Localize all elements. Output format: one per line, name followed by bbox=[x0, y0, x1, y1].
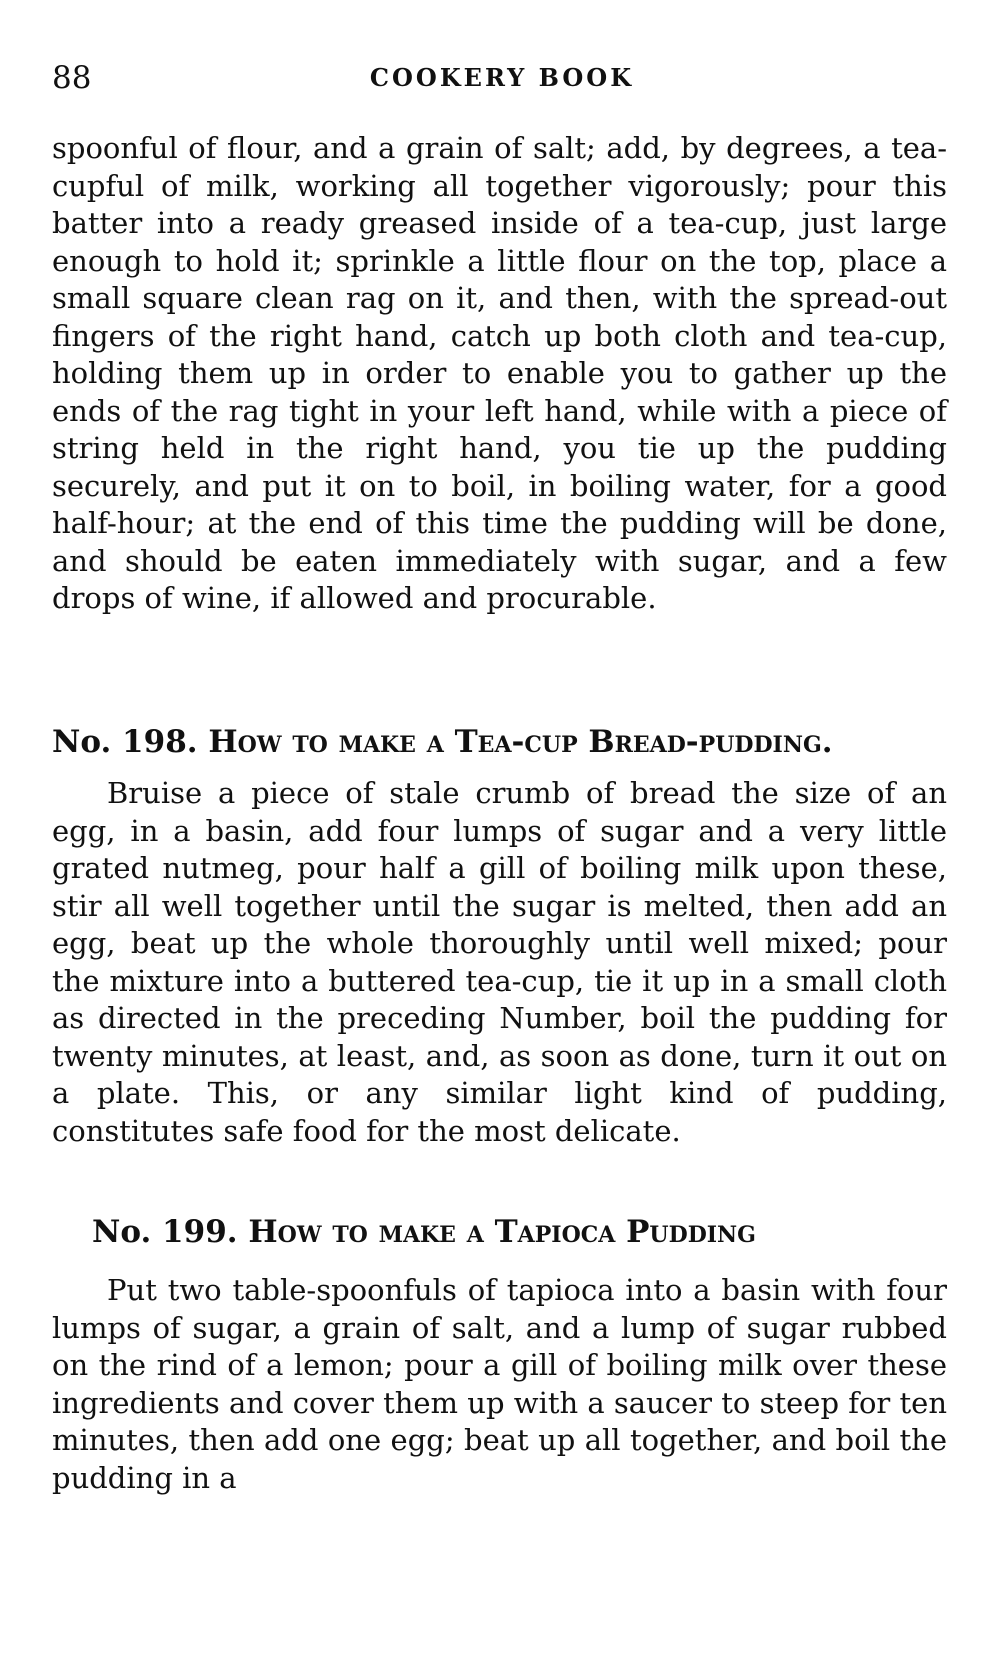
page-number: 88 bbox=[52, 60, 92, 96]
recipe-198-paragraph: Bruise a piece of stale crumb of bread the size of an egg, in a basin, add four lumps of sugar and a very little grated nutmeg, pour half a gill of boiling milk upon these, stir all well together until the sugar is melted, then add an egg, beat up the whole thoroughly until well mixed; pour the mixture into a buttered tea-cup, tie it up in a small cloth as directed in the preceding Number, boil the pudding for twenty minutes, at least, and, as soon as done, turn it out on a plate. This, or any similar light kind of pudding, constitutes safe food for the most delicate. bbox=[52, 776, 947, 1148]
recipe-199-number: No. 199. bbox=[92, 1214, 238, 1250]
page-header bbox=[52, 58, 952, 98]
continuation-paragraph: spoonful of flour, and a grain of salt; add, by degrees, a tea-cupful of milk, working all together vigorously; pour this batter into a ready greased inside of a tea-cup, just large enough to hold it; sprinkle a little flour on the top, place a small square clean rag on it, and then, with the spread-out fingers of the right hand, catch up both cloth and tea-cup, holding them up in order to enable you to gather up the ends of the rag tight in your left hand, while with a piece of string held in the right hand, you tie up the pudding securely, and put it on to boil, in boiling water, for a good half-hour; at the end of this time the pudding will be done, and should be eaten immediately with sugar, and a few drops of wine, if allowed and procurable. bbox=[52, 131, 947, 615]
recipe-198-number: No. 198. bbox=[52, 724, 198, 760]
recipe-198-heading bbox=[52, 722, 947, 762]
running-title: COOKERY BOOK bbox=[369, 63, 635, 92]
recipe-198-title: How to make a Tea-cup Bread-pudding. bbox=[208, 724, 833, 760]
recipe-199-title: How to make a Tapioca Pudding bbox=[248, 1214, 756, 1250]
recipe-199-heading bbox=[92, 1212, 942, 1252]
recipe-199-paragraph: Put two table-spoonfuls of tapioca into a basin with four lumps of sugar, a grain of salt, and a lump of sugar rubbed on the rind of a lemon; pour a gill of boiling milk over these ingredients and cover them up with a saucer to steep for ten minutes, then add one egg; beat up all together, and boil the pudding in a bbox=[52, 1273, 947, 1495]
